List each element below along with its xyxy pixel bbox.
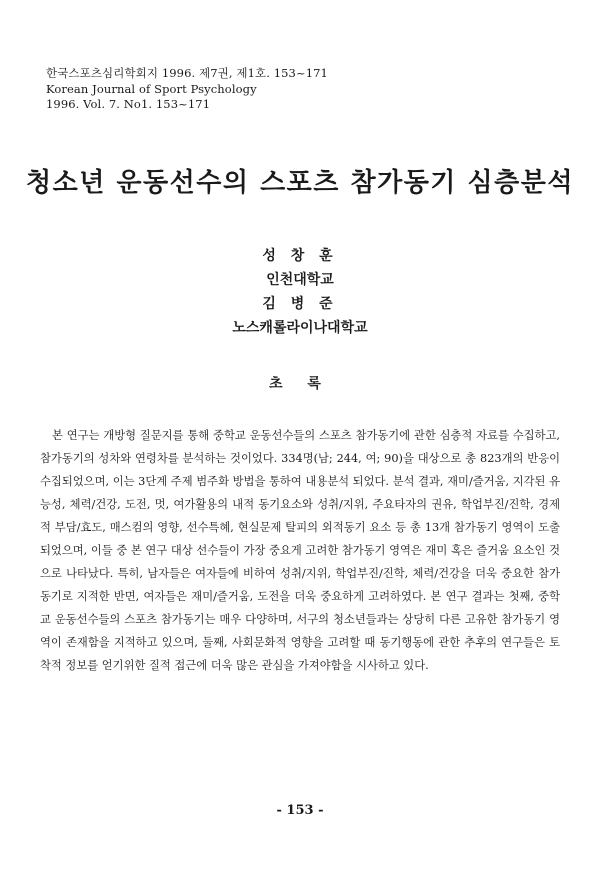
- author-name: 김 병 준: [262, 296, 338, 312]
- author-affiliation: 노스캐롤라이나대학교: [232, 320, 368, 336]
- journal-citation-korean: 한국스포츠심리학회지 1996. 제7권, 제1호. 153~171: [46, 66, 328, 80]
- paper-title: 청소년 운동선수의 스포츠 참가동기 심층분석: [26, 168, 574, 198]
- journal-header: [46, 66, 328, 113]
- journal-citation-english: 1996. Vol. 7. No1. 153~171: [46, 97, 211, 111]
- abstract-body: 본 연구는 개방형 질문지를 통해 중학교 운동선수들의 스포츠 참가동기에 관한 심층적 자료를 수집하고, 참가동기의 성차와 연령차를 분석하는 것이었다. 334명(남; 244, 여; 90)을 대상으로 총 823개의 반응이 수집되었으며, 이는 3단계 주제 범주화 방법을 통하여 내용분석 되었다. 분석 결과, 재미/즐거움, 지각된 유능성, 체력/건강, 도전, 멋, 여가활용의 내적 동기요소와 성취/지위, 주요타자의 권유, 학업부진/진학, 경제적 부담/효도, 매스컴의 영향, 선수특혜, 현실문제 탈피의 외적동기 요소 등 총 13개 참가동기 영역이 도출되었으며, 이들 중 본 연구 대상 선수들이 가장 중요게 고려한 참가동기 영역은 재미 혹은 즐거움 요소인 것으로 나타났다. 특히, 남자들은 여자들에 비하여 성취/지위, 학업부진/진학, 체력/건강을 더욱 중요한 참가동기로 지적한 반면, 여자들은 재미/즐거움, 도전을 더욱 중요하게 고려하였다. 본 연구 결과는 첫째, 중학교 운동선수들의 스포츠 참가동기는 매우 다양하며, 서구의 청소년들과는 상당히 다른 고유한 참가동기 영역이 존재함을 지적하고 있으며, 둘째, 사회문화적 영향을 고려할 때 동기행동에 관한 추후의 연구들은 토착적 정보를 얻기위한 질적 접근에 더욱 많은 관심을 가져야함을 시사하고 있다.: [40, 429, 560, 672]
- author-block: [0, 244, 600, 340]
- journal-name-english: Korean Journal of Sport Psychology: [46, 81, 257, 96]
- author-affiliation: 인천대학교: [266, 272, 334, 288]
- abstract-heading: 초 록: [269, 376, 331, 392]
- author-name: 성 창 훈: [262, 248, 338, 264]
- page-number: - 153 -: [276, 803, 324, 818]
